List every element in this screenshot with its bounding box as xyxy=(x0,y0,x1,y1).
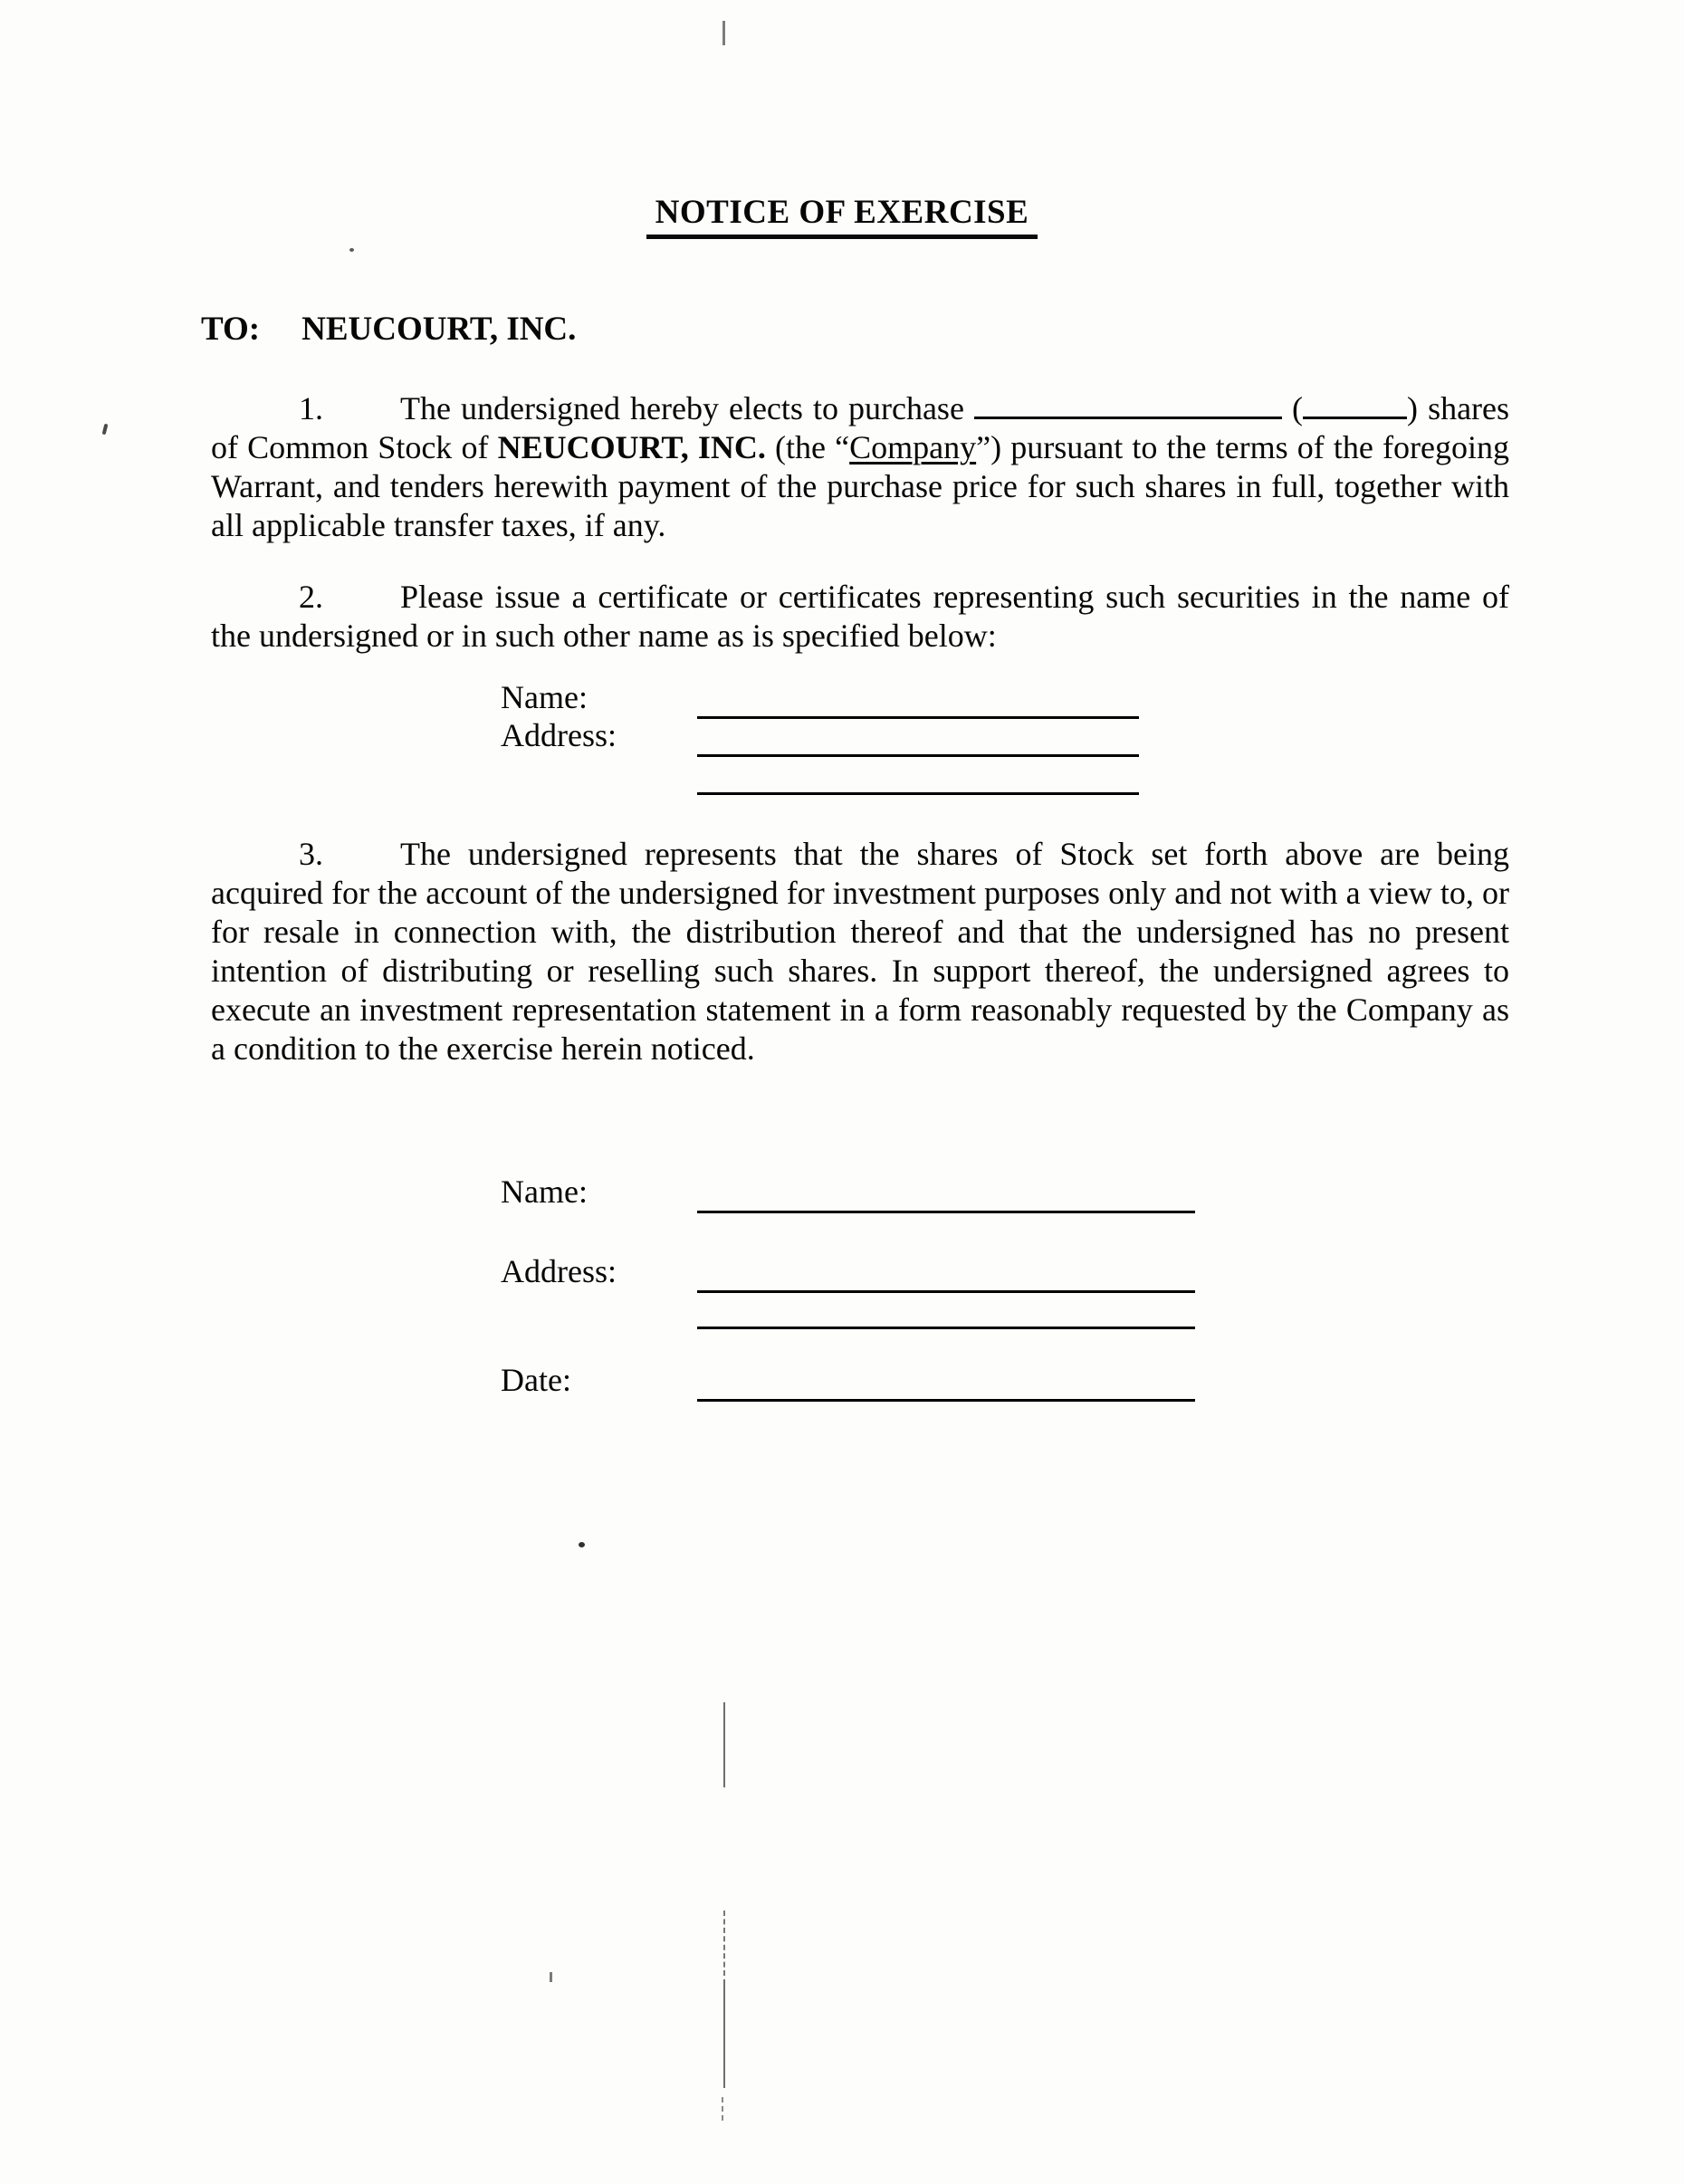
close-paren: ) xyxy=(1407,390,1419,426)
paragraph-2-number: 2. xyxy=(299,579,323,615)
paragraph-1-number: 1. xyxy=(299,390,323,426)
paragraph-1 xyxy=(211,389,1509,545)
row-spacer xyxy=(501,1213,1195,1250)
signature-date-label: Date: xyxy=(501,1362,571,1398)
scan-artifact-speck xyxy=(550,1972,552,1982)
certificate-name-row xyxy=(501,681,1139,719)
company-name-bold: NEUCOURT, INC. xyxy=(497,429,766,465)
paragraph-3 xyxy=(211,835,1509,1068)
certificate-address-field-line2 xyxy=(697,783,1139,795)
signature-date-row xyxy=(501,1360,1195,1402)
paragraph-1-tail-text: ”) pursuant to the terms of the foregoing Warrant, and tenders herewith payment of the purchase price for such shares in full, together with all applicable transfer taxes, if any. xyxy=(211,429,1510,543)
signature-address-field-line1 xyxy=(697,1281,1195,1293)
paragraph-1-lead-text: The undersigned hereby elects to purchase xyxy=(400,390,964,426)
certificate-address-label: Address: xyxy=(501,717,617,753)
signature-address-field-line2 xyxy=(697,1317,1195,1329)
certificate-name-field xyxy=(697,707,1139,719)
certificate-name-label: Name: xyxy=(501,679,588,715)
document-title: NOTICE OF EXERCISE xyxy=(646,193,1038,239)
scan-artifact-speck xyxy=(579,1542,585,1547)
scan-artifact-fold-line xyxy=(722,2097,723,2121)
signature-name-label: Name: xyxy=(501,1173,588,1210)
signature-address-label: Address: xyxy=(501,1253,617,1289)
title-row xyxy=(0,193,1684,239)
paragraph-2-text: Please issue a certificate or certificates representing such securities in the name of the undersigned or in such other name as is specified below: xyxy=(211,579,1509,654)
empty-label-spacer xyxy=(501,792,697,795)
scan-artifact-fold-line xyxy=(723,1702,725,1787)
signature-block xyxy=(501,1170,1195,1402)
signature-address-row xyxy=(501,1250,1195,1293)
row-spacer xyxy=(501,1329,1195,1360)
shares-written-blank-field xyxy=(974,393,1282,419)
paragraph-1-pre-term: (the “ xyxy=(775,429,850,465)
signature-address-row-2 xyxy=(501,1293,1195,1329)
signature-name-field xyxy=(697,1202,1195,1213)
scan-artifact-speck xyxy=(349,248,354,252)
certificate-address-field-line1 xyxy=(697,745,1139,757)
signature-name-row xyxy=(501,1170,1195,1213)
scan-artifact-top-tick xyxy=(722,21,725,45)
paragraph-2 xyxy=(211,578,1509,656)
signature-date-field xyxy=(697,1390,1195,1402)
scan-artifact-fold-line xyxy=(723,1911,725,1976)
recipient-label: TO: xyxy=(201,311,261,348)
recipient-line xyxy=(201,310,576,349)
scan-artifact-fold-line xyxy=(723,1979,725,2088)
paragraph-3-text: The undersigned represents that the shares of Stock set forth above are being acquired for the account of the undersigned for investment purposes only and not with a view to, or for resale in connection with, the distribution thereof and that the undersigned has no present intention of distributing or reselling such shares. In support thereof, the undersigned agrees to execute an investment representation statement in a form reasonably requested by the Company as a condition to the exercise herein noticed. xyxy=(211,836,1509,1067)
shares-numeric-blank-field xyxy=(1303,393,1407,419)
company-defined-term: Company xyxy=(849,429,977,465)
open-paren: ( xyxy=(1292,390,1304,426)
empty-label-spacer xyxy=(501,1327,697,1329)
paragraph-3-number: 3. xyxy=(299,836,323,872)
scan-artifact-speck xyxy=(102,424,109,436)
certificate-address-row-2 xyxy=(501,757,1139,795)
recipient-name: NEUCOURT, INC. xyxy=(301,311,577,348)
paragraph-1-mid-text: shares of Common Stock of xyxy=(211,390,1510,465)
certificate-address-row xyxy=(501,719,1139,757)
certificate-name-address-block xyxy=(501,681,1139,795)
